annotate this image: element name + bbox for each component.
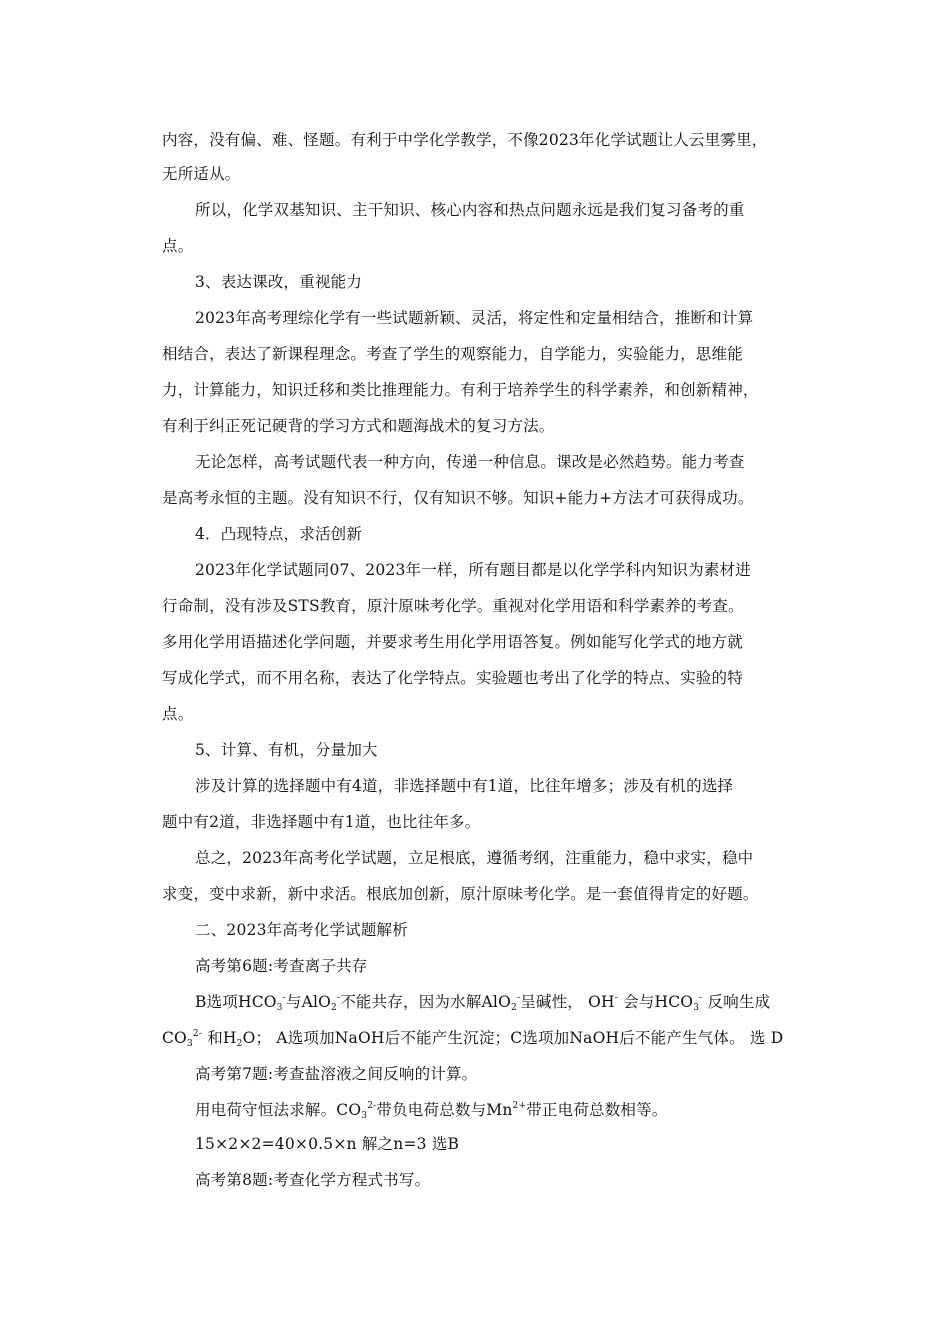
paragraph-line: 点。 xyxy=(162,237,194,255)
q6-explanation-line: B选项$HCO_3^-$与AlO$_2$-不能共存，因为水解AlO$_2$-呈碱性， OH- 会与$HCO_3^-$ 反响生成 xyxy=(195,993,771,1013)
paragraph-line: 无所适从。 xyxy=(162,165,241,183)
paragraph-line: 有利于纠正死记硬背的学习方式和题海战术的复习方法。 xyxy=(162,417,555,435)
paragraph-line: 无论怎样，高考试题代表一种方向，传递一种信息。课改是必然趋势。能力考查 xyxy=(195,453,745,471)
question-heading: 高考第6题:考查离子共存 xyxy=(195,957,368,975)
paragraph-line: 题中有2道，非选择题中有1道，也比往年多。 xyxy=(162,813,481,831)
paragraph-line: 涉及计算的选择题中有4道，非选择题中有1道，比往年增多；涉及有机的选择 xyxy=(195,777,734,795)
question-heading: 高考第7题:考查盐溶液之间反响的计算。 xyxy=(195,1065,478,1083)
section-heading: 二、2023年高考化学试题解析 xyxy=(195,921,408,939)
paragraph-line: 2023年化学试题同07、2023年一样，所有题目都是以化学学科内知识为素材进 xyxy=(195,561,751,579)
paragraph-line: 总之，2023年高考化学试题，立足根底，遵循考纲，注重能力，稳中求实，稳中 xyxy=(195,849,754,867)
paragraph-line: 所以，化学双基知识、主干知识、核心内容和热点问题永远是我们复习备考的重 xyxy=(195,201,745,219)
q7-explanation-line: 用电荷守恒法求解。$CO_3^{2-}$带负电荷总数与$Mn^{2+}$带正电荷总数相等。 xyxy=(195,1101,668,1121)
section-heading: 4．凸现特点，求活创新 xyxy=(195,525,363,543)
paragraph-line: 求变，变中求新，新中求活。根底加创新，原汁原味考化学。是一套值得肯定的好题。 xyxy=(162,885,759,903)
paragraph-line: 是高考永恒的主题。没有知识不行，仅有知识不够。知识+能力+方法才可获得成功。 xyxy=(162,489,754,507)
paragraph-line: 内容，没有偏、难、怪题。有利于中学化学教学，不像2023年化学试题让人云里雾里， xyxy=(162,131,768,149)
paragraph-line: 2023年高考理综化学有一些试题新颖、灵活，将定性和定量相结合，推断和计算 xyxy=(195,309,754,327)
paragraph-line: 点。 xyxy=(162,705,194,723)
section-heading: 5、计算、有机，分量加大 xyxy=(195,741,378,759)
paragraph-line: 力，计算能力，知识迁移和类比推理能力。有利于培养学生的科学素养，和创新精神， xyxy=(162,381,759,399)
paragraph-line: 相结合，表达了新课程理念。考查了学生的观察能力，自学能力，实验能力，思维能 xyxy=(162,345,743,363)
paragraph-line: 行命制，没有涉及STS教育，原汁原味考化学。重视对化学用语和科学素养的考查。 xyxy=(162,597,744,615)
paragraph-line: 多用化学用语描述化学问题，并要求考生用化学用语答复。例如能写化学式的地方就 xyxy=(162,633,743,651)
question-heading: 高考第8题:考查化学方程式书写。 xyxy=(195,1171,431,1189)
section-heading: 3、表达课改，重视能力 xyxy=(195,273,363,291)
paragraph-line: 写成化学式，而不用名称，表达了化学特点。实验题也考出了化学的特点、实验的特 xyxy=(162,669,743,687)
q7-equation-line: 15×2×2=40×0.5×n 解之n=3 选B xyxy=(195,1135,460,1153)
q6-explanation-line: $CO_3^{2-}$ 和$H_2O$； A选项加NaOH后不能产生沉淀；C选项加NaOH后不能产生气体。 选 D xyxy=(162,1029,784,1049)
